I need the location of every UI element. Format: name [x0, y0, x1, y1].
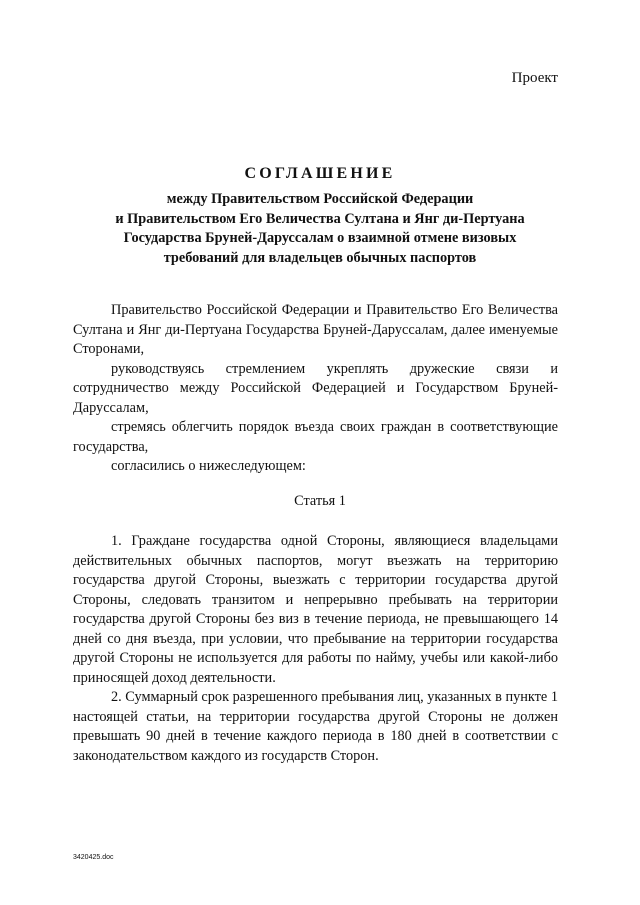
- article-paragraph: 1. Граждане государства одной Стороны, являющиеся владельцами действительных обычных паспортов, могут въезжать на территорию государства другой Стороны, выезжать с территории государства другой Стороны, следовать транзитом и непрерывно пребывать на территории государства другой Стороны без виз в течение периода, не превышающего 14 дней со дня въезда, при условии, что пребывание на территории государства другой Стороны не используется для работы по найму, учебы или какой-либо приносящей доход деятельности.: [73, 533, 558, 686]
- preamble-paragraph: стремясь облегчить порядок въезда своих граждан в соответствующие государства,: [73, 419, 558, 455]
- preamble: [73, 301, 558, 477]
- subtitle-line: Государства Бруней-Даруссалам о взаимной отмене визовых: [123, 230, 517, 246]
- article-heading: Статья 1: [294, 493, 346, 509]
- article-paragraph: 2. Суммарный срок разрешенного пребывания лиц, указанных в пункте 1 настоящей статьи, на территории государства другой Стороны не должен превышать 90 дней в течение каждого периода в 180 дней в соответствии с законодательством каждого из государств Сторон.: [73, 689, 558, 764]
- document-subtitle: [60, 190, 580, 268]
- document-title: СОГЛАШЕНИЕ: [244, 165, 396, 182]
- footer-file-name: 3420425.doc: [73, 854, 114, 861]
- subtitle-line: и Правительством Его Величества Султана и Янг ди-Пертуана: [115, 210, 525, 227]
- article-body: [73, 532, 558, 766]
- subtitle-line: требований для владельцев обычных паспортов: [163, 249, 477, 266]
- draft-label: Проект: [511, 70, 558, 86]
- preamble-paragraph: согласились о нижеследующем:: [111, 458, 306, 474]
- preamble-paragraph: руководствуясь стремлением укреплять дружеские связи и сотрудничество между Российской Федерацией и Государством Бруней-Даруссалам,: [73, 360, 558, 416]
- preamble-paragraph: Правительство Российской Федерации и Правительство Его Величества Султана и Янг ди-Пертуана Государства Бруней-Даруссалам, далее именуемые Сторонами,: [73, 302, 558, 357]
- subtitle-line: между Правительством Российской Федерации: [166, 191, 474, 207]
